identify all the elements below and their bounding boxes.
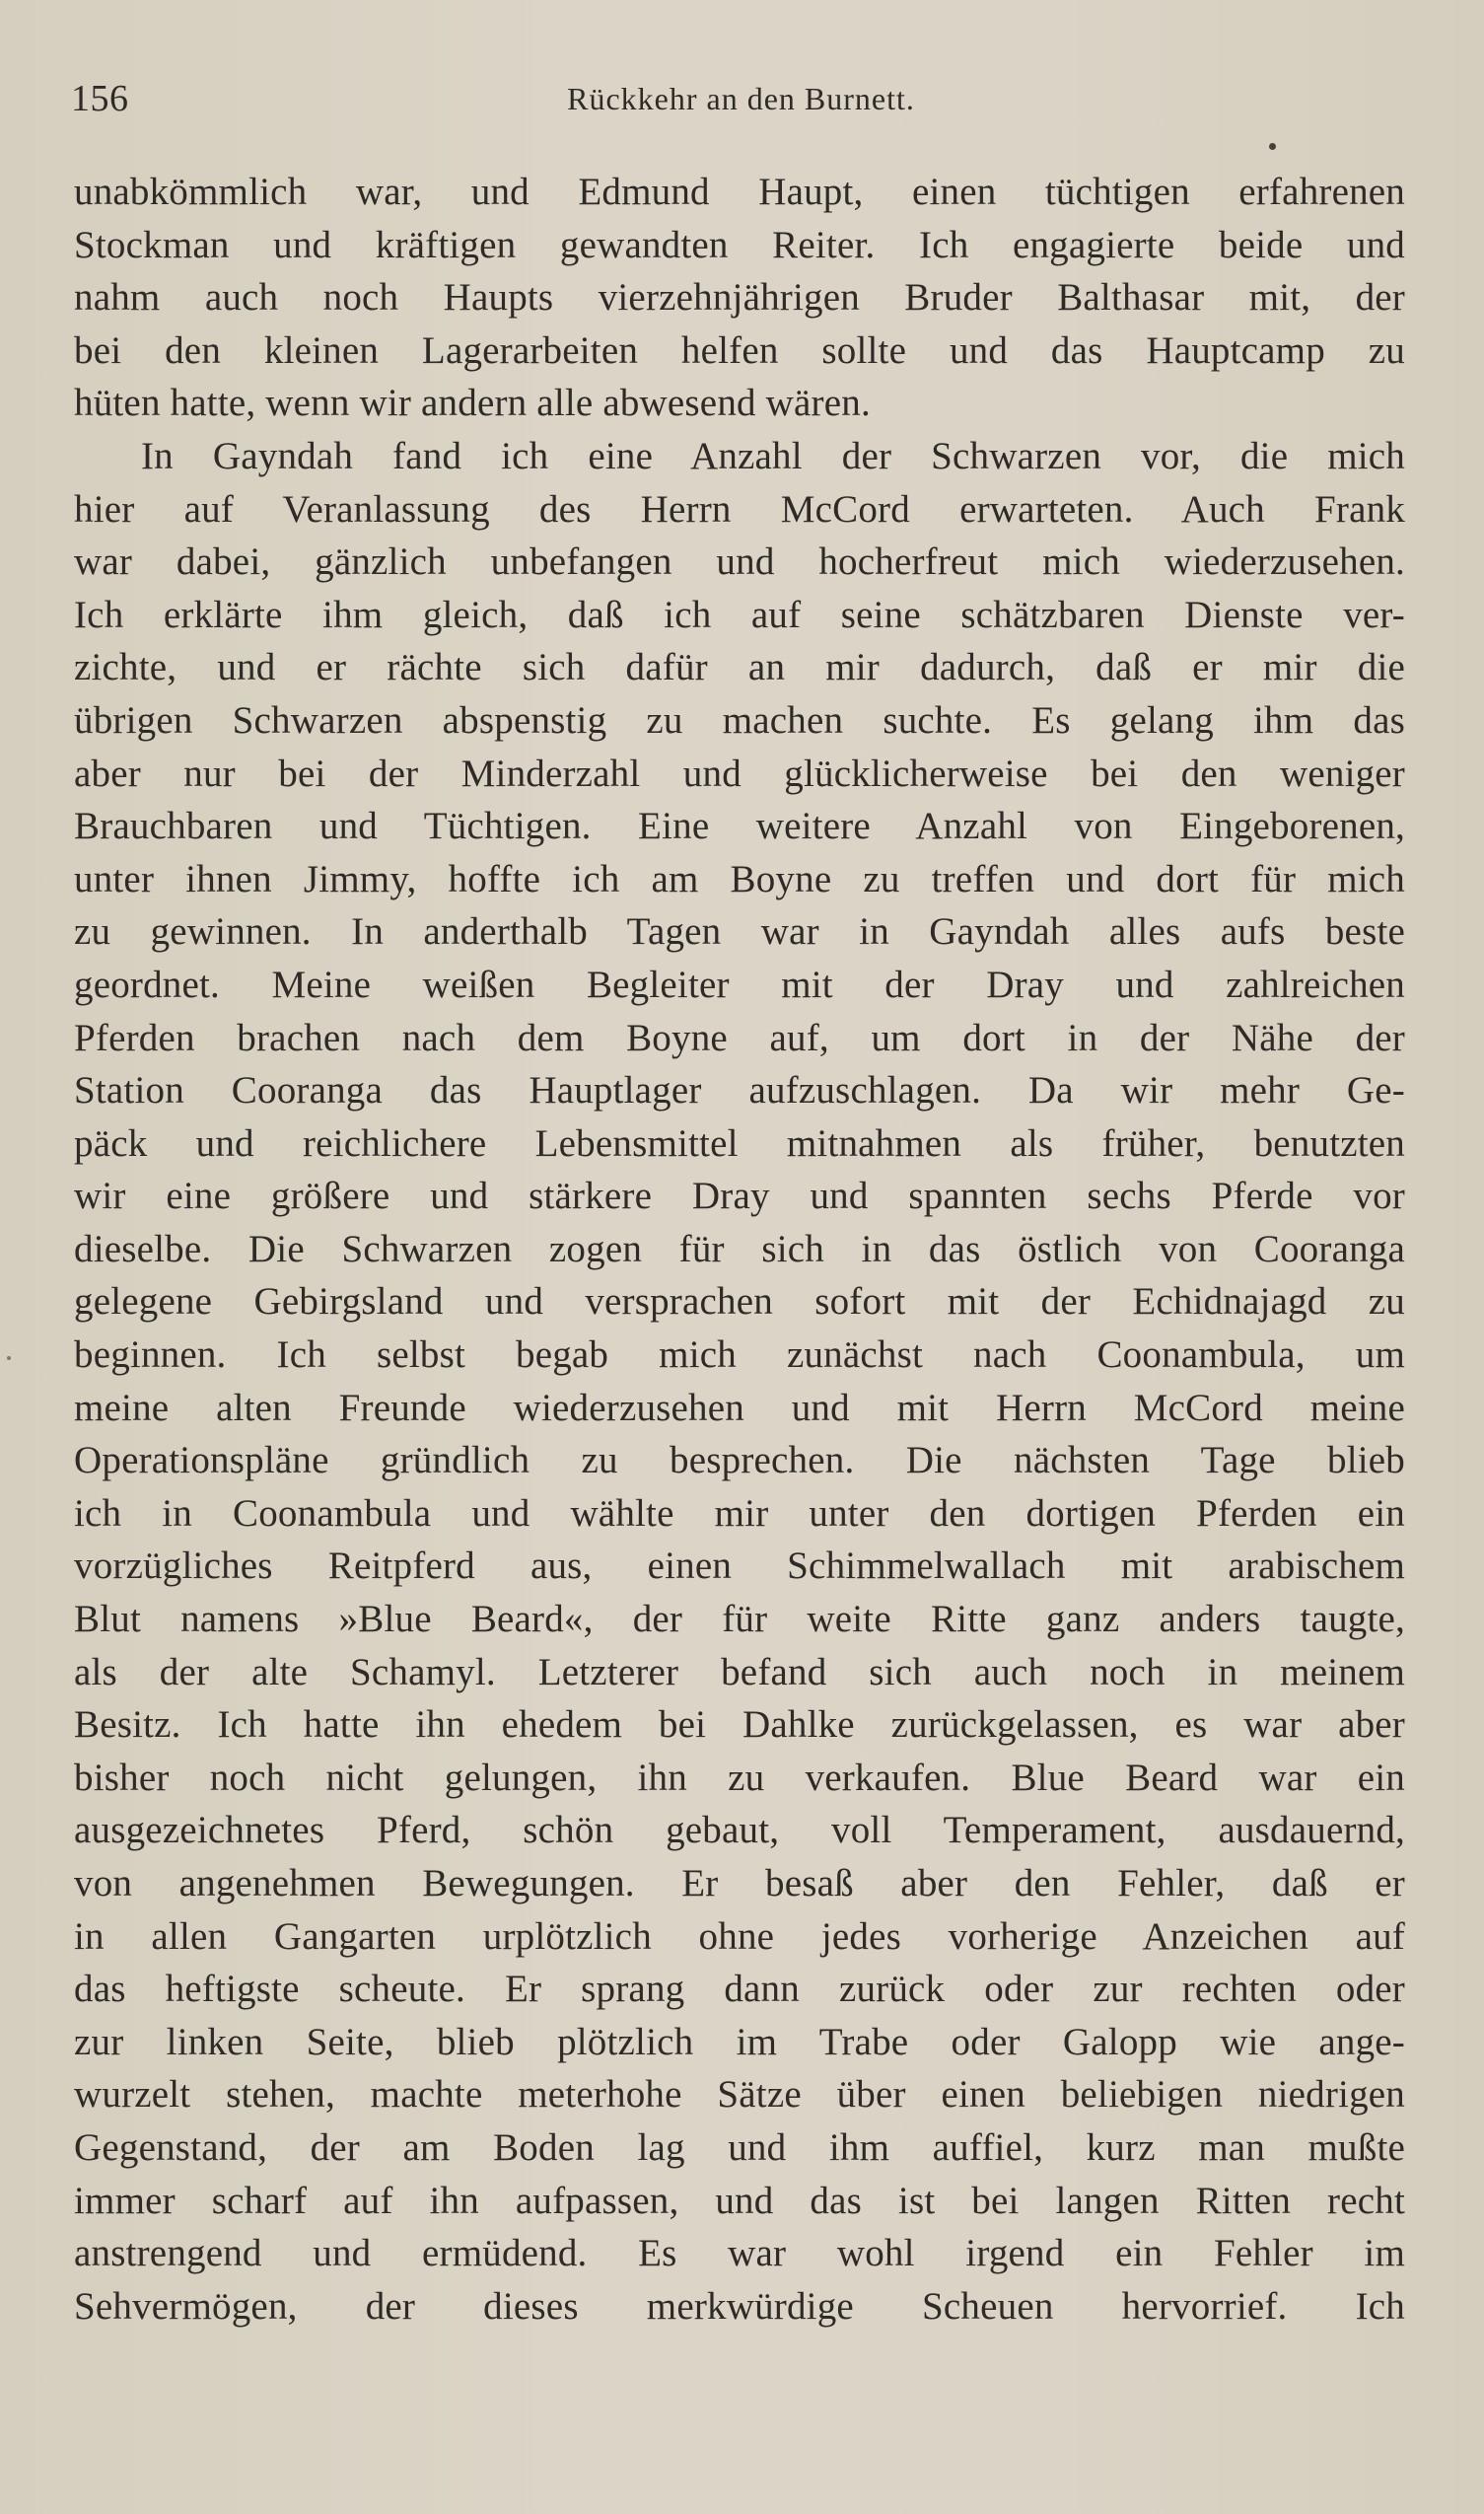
text-line: In Gayndah fand ich eine Anzahl der Schwarzen vor, die mich — [141, 434, 1405, 477]
text-line: das heftigste scheute. Er sprang dann zurück oder zur rechten oder — [74, 1968, 1405, 2011]
text-line: aber nur bei der Minderzahl und glücklicherweise bei den weniger — [74, 752, 1405, 795]
text-line: Ich erklärte ihm gleich, daß ich auf seine schätzbaren Dienste ver- — [74, 593, 1405, 636]
text-line: wir eine größere und stärkere Dray und spannten sechs Pferde vor — [74, 1175, 1405, 1218]
text-line: Station Cooranga das Hauptlager aufzuschlagen. Da wir mehr Ge- — [74, 1069, 1405, 1113]
text-line: geordnet. Meine weißen Begleiter mit der Dray und zahlreichen — [74, 963, 1405, 1006]
text-line: gelegene Gebirgsland und versprachen sofort mit der Echidnajagd zu — [74, 1280, 1405, 1324]
text-line: Blut namens »Blue Beard«, der für weite Ritte ganz anders taugte, — [74, 1598, 1405, 1641]
text-line: bei den kleinen Lagerarbeiten helfen sollte und das Hauptcamp zu — [74, 328, 1405, 372]
text-line: Stockman und kräftigen gewandten Reiter. Ich engagierte beide und — [74, 223, 1405, 266]
text-line: hüten hatte, wenn wir andern alle abwesend wären. — [74, 382, 871, 425]
text-line: Operationspläne gründlich zu besprechen. Die nächsten Tage blieb — [74, 1439, 1405, 1482]
text-line: Sehvermögen, der dieses merkwürdige Scheuen hervorrief. Ich — [74, 2284, 1405, 2328]
paper-speck — [1269, 143, 1276, 150]
running-head: Rückkehr an den Burnett. — [567, 81, 915, 116]
text-line: immer scharf auf ihn aufpassen, und das ist bei langen Ritten recht — [74, 2179, 1405, 2222]
text-line: beginnen. Ich selbst begab mich zunächst nach Coonambula, um — [74, 1333, 1405, 1377]
text-line: hier auf Veranlassung des Herrn McCord erwarteten. Auch Frank — [74, 487, 1405, 531]
text-line: unter ihnen Jimmy, hoffte ich am Boyne zu treffen und dort für mich — [74, 857, 1405, 900]
text-line: zu gewinnen. In anderthalb Tagen war in Gayndah alles aufs beste — [74, 910, 1405, 954]
text-line: in allen Gangarten urplötzlich ohne jedes vorherige Anzeichen auf — [74, 1914, 1405, 1958]
body-text — [74, 166, 1405, 2333]
text-line: meine alten Freunde wiederzusehen und mit Herrn McCord meine — [74, 1386, 1405, 1429]
text-line: ausgezeichnetes Pferd, schön gebaut, voll Temperament, ausdauernd, — [74, 1809, 1405, 1852]
text-line: Gegenstand, der am Boden lag und ihm auffiel, kurz man mußte — [74, 2125, 1405, 2169]
text-line: Besitz. Ich hatte ihn ehedem bei Dahlke zurückgelassen, es war aber — [74, 1703, 1405, 1747]
text-line: Brauchbaren und Tüchtigen. Eine weitere Anzahl von Eingeborenen, — [74, 805, 1405, 848]
text-line: päck und reichlichere Lebensmittel mitnahmen als früher, benutzten — [74, 1121, 1405, 1165]
page-header — [69, 77, 1413, 126]
page-number: 156 — [71, 78, 129, 119]
text-line: zichte, und er rächte sich dafür an mir dadurch, daß er mir die — [74, 646, 1405, 689]
text-line: dieselbe. Die Schwarzen zogen für sich in das östlich von Cooranga — [74, 1227, 1405, 1270]
text-line: vorzügliches Reitpferd aus, einen Schimmelwallach mit arabischem — [74, 1544, 1405, 1588]
text-line: als der alte Schamyl. Letzterer befand sich auch noch in meinem — [74, 1650, 1405, 1693]
text-line: unabkömmlich war, und Edmund Haupt, einen tüchtigen erfahrenen — [74, 171, 1405, 213]
text-line: nahm auch noch Haupts vierzehnjährigen Bruder Balthasar mit, der — [74, 276, 1405, 320]
text-line: Pferden brachen nach dem Boyne auf, um dort in der Nähe der — [74, 1016, 1405, 1059]
text-line: zur linken Seite, blieb plötzlich im Trabe oder Galopp wie ange- — [74, 2020, 1405, 2063]
text-line: von angenehmen Bewegungen. Er besaß aber den Fehler, daß er — [74, 1862, 1405, 1904]
text-line: ich in Coonambula und wählte mir unter den dortigen Pferden ein — [74, 1491, 1405, 1535]
text-line: übrigen Schwarzen abspenstig zu machen suchte. Es gelang ihm das — [74, 698, 1405, 742]
text-line: anstrengend und ermüdend. Es war wohl irgend ein Fehler im — [74, 2232, 1405, 2275]
text-line: wurzelt stehen, machte meterhohe Sätze über einen beliebigen niedrigen — [74, 2073, 1405, 2117]
text-line: bisher noch nicht gelungen, ihn zu verkaufen. Blue Beard war ein — [74, 1756, 1405, 1799]
text-line: war dabei, gänzlich unbefangen und hocherfreut mich wiederzusehen. — [74, 540, 1405, 584]
paper-speck — [7, 1356, 11, 1360]
